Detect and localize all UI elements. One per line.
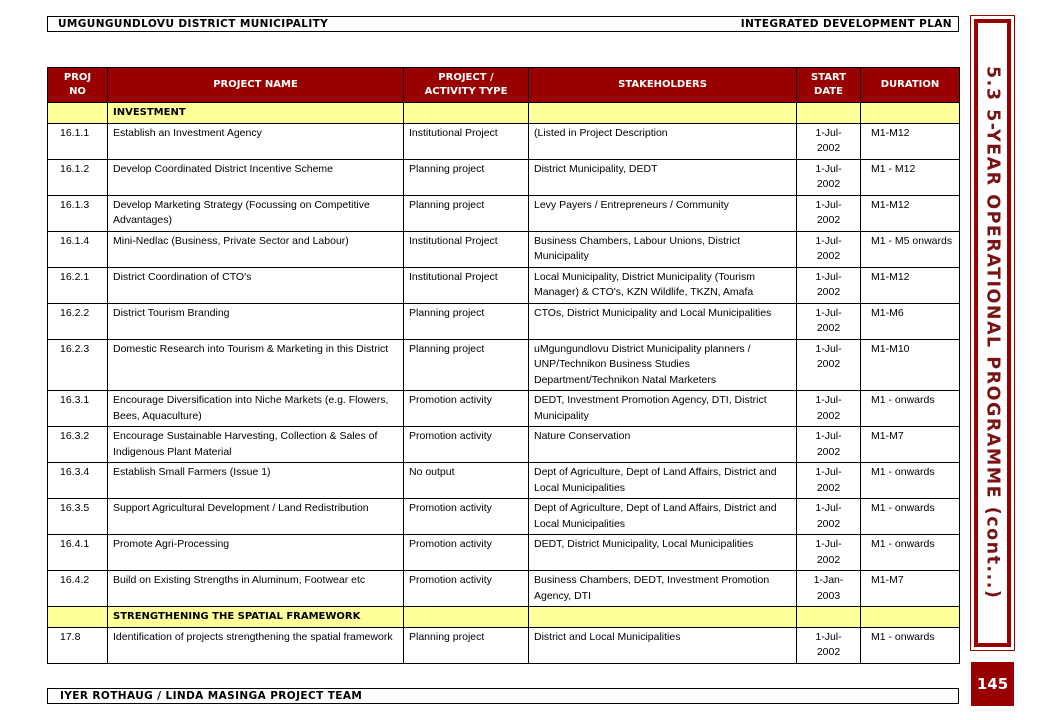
date-line: 1-Jul- — [815, 162, 842, 175]
table-row — [48, 391, 960, 427]
header-line: PROJ — [63, 72, 92, 83]
cell-duration: M1 - M12 — [861, 159, 960, 195]
date-line: 1-Jul- — [815, 270, 842, 283]
section-label: STRENGTHENING THE SPATIAL FRAMEWORK — [108, 607, 404, 628]
cell-start-date — [797, 499, 861, 535]
table-row — [48, 535, 960, 571]
side-title-panel — [971, 16, 1014, 650]
table-row — [48, 123, 960, 159]
table-row — [48, 303, 960, 339]
page-number: 145 — [971, 662, 1014, 706]
cell-proj-no: 16.1.4 — [48, 231, 108, 267]
section-cell-empty — [529, 607, 797, 628]
cell-proj-no: 16.1.1 — [48, 123, 108, 159]
cell-project-name: Encourage Sustainable Harvesting, Collection & Sales of Indigenous Plant Material — [108, 427, 404, 463]
date-line: 1-Jul- — [815, 630, 842, 643]
date-line: 1-Jul- — [815, 342, 842, 355]
cell-proj-no: 16.1.2 — [48, 159, 108, 195]
header-proj-no — [48, 68, 108, 103]
cell-duration: M1 - onwards — [861, 391, 960, 427]
cell-proj-no: 16.4.2 — [48, 571, 108, 607]
table-row — [48, 499, 960, 535]
header-project-name — [108, 68, 404, 103]
date-line: 2002 — [816, 214, 841, 226]
section-cell-empty — [48, 607, 108, 628]
header-line: ACTIVITY TYPE — [424, 86, 508, 97]
cell-start-date — [797, 267, 861, 303]
cell-stakeholders: Business Chambers, DEDT, Investment Promotion Agency, DTI — [529, 571, 797, 607]
cell-duration: M1 - onwards — [861, 499, 960, 535]
cell-project-name: Develop Marketing Strategy (Focussing on Competitive Advantages) — [108, 195, 404, 231]
section-cell-empty — [797, 607, 861, 628]
cell-duration: M1 - onwards — [861, 463, 960, 499]
cell-activity-type: Institutional Project — [404, 123, 529, 159]
cell-start-date — [797, 571, 861, 607]
date-line: 2002 — [816, 409, 841, 422]
table-row — [48, 267, 960, 303]
date-line: 1-Jul- — [815, 306, 842, 319]
date-line: 1-Jul- — [815, 430, 842, 442]
cell-proj-no: 17.8 — [48, 627, 108, 663]
table-row — [48, 231, 960, 267]
date-line: 2002 — [816, 517, 841, 530]
header-activity-type — [404, 68, 529, 103]
section-cell-empty — [797, 103, 861, 124]
cell-start-date — [797, 303, 861, 339]
cell-duration: M1 - onwards — [861, 627, 960, 663]
date-line: 2002 — [816, 286, 841, 298]
date-line: 1-Jul- — [815, 466, 842, 478]
cell-project-name: Develop Coordinated District Incentive Scheme — [108, 159, 404, 195]
section-title: 5.3 5-YEAR OPERATIONAL PROGRAMME (cont...) — [982, 66, 1003, 600]
date-line: 2003 — [816, 589, 841, 602]
cell-start-date — [797, 627, 861, 663]
cell-start-date — [797, 123, 861, 159]
cell-start-date — [797, 463, 861, 499]
date-line: 2002 — [816, 646, 841, 658]
cell-duration: M1-M7 — [861, 427, 960, 463]
cell-start-date — [797, 231, 861, 267]
date-line: 2002 — [816, 358, 841, 370]
cell-project-name: District Tourism Branding — [108, 303, 404, 339]
table-row — [48, 195, 960, 231]
header-line: PROJECT NAME — [213, 79, 298, 90]
cell-stakeholders: District and Local Municipalities — [529, 627, 797, 663]
cell-stakeholders: CTOs, District Municipality and Local Municipalities — [529, 303, 797, 339]
cell-duration: M1-M12 — [861, 123, 960, 159]
table-row — [48, 427, 960, 463]
cell-stakeholders: Nature Conservation — [529, 427, 797, 463]
date-line: 2002 — [816, 142, 841, 154]
cell-activity-type: Promotion activity — [404, 427, 529, 463]
date-line: 2002 — [816, 553, 841, 566]
page-footer — [47, 688, 959, 704]
cell-activity-type: Promotion activity — [404, 535, 529, 571]
cell-stakeholders: Dept of Agriculture, Dept of Land Affairs, District and Local Municipalities — [529, 463, 797, 499]
cell-proj-no: 16.2.1 — [48, 267, 108, 303]
section-cell-empty — [861, 103, 960, 124]
section-cell-empty — [861, 607, 960, 628]
header-plan-title: INTEGRATED DEVELOPMENT PLAN — [740, 18, 952, 30]
cell-stakeholders: uMgungundlovu District Municipality planners / UNP/Technikon Business Studies Department/Technikon Natal Marketers — [529, 339, 797, 391]
cell-start-date — [797, 339, 861, 391]
table-body — [48, 103, 960, 664]
cell-proj-no: 16.3.2 — [48, 427, 108, 463]
header-line: NO — [69, 86, 86, 97]
section-cell-empty — [529, 103, 797, 124]
cell-activity-type: No output — [404, 463, 529, 499]
cell-proj-no: 16.3.1 — [48, 391, 108, 427]
date-line: 2002 — [816, 445, 841, 458]
cell-stakeholders: (Listed in Project Description — [529, 123, 797, 159]
cell-proj-no: 16.2.2 — [48, 303, 108, 339]
table-row — [48, 159, 960, 195]
cell-activity-type: Promotion activity — [404, 499, 529, 535]
cell-activity-type: Institutional Project — [404, 231, 529, 267]
section-cell-empty — [48, 103, 108, 124]
cell-project-name: Establish Small Farmers (Issue 1) — [108, 463, 404, 499]
date-line: 1-Jul- — [815, 234, 842, 247]
cell-proj-no: 16.3.4 — [48, 463, 108, 499]
cell-stakeholders: Dept of Agriculture, Dept of Land Affairs, District and Local Municipalities — [529, 499, 797, 535]
table-row — [48, 339, 960, 391]
header-line: START — [810, 72, 847, 83]
cell-duration: M1-M12 — [861, 267, 960, 303]
cell-project-name: Mini-Nedlac (Business, Private Sector and Labour) — [108, 231, 404, 267]
date-line: 2002 — [816, 481, 841, 494]
cell-project-name: Encourage Diversification into Niche Markets (e.g. Flowers, Bees, Aquaculture) — [108, 391, 404, 427]
cell-duration: M1-M7 — [861, 571, 960, 607]
page-header — [47, 16, 959, 32]
cell-duration: M1-M6 — [861, 303, 960, 339]
date-line: 1-Jul- — [815, 126, 842, 139]
cell-activity-type: Planning project — [404, 627, 529, 663]
cell-project-name: Identification of projects strengthening the spatial framework — [108, 627, 404, 663]
header-line: PROJECT / — [438, 72, 494, 83]
section-cell-empty — [404, 103, 529, 124]
cell-start-date — [797, 427, 861, 463]
header-start-date — [797, 68, 861, 103]
cell-project-name: Build on Existing Strengths in Aluminum, Footwear etc — [108, 571, 404, 607]
header-municipality: UMGUNGUNDLOVU DISTRICT MUNICIPALITY — [58, 18, 329, 30]
cell-activity-type: Promotion activity — [404, 391, 529, 427]
date-line: 1-Jul- — [815, 538, 842, 550]
date-line: 1-Jul- — [815, 502, 842, 514]
cell-project-name: Support Agricultural Development / Land Redistribution — [108, 499, 404, 535]
table-header-row — [48, 68, 960, 103]
date-line: 2002 — [816, 250, 841, 262]
cell-stakeholders: DEDT, District Municipality, Local Municipalities — [529, 535, 797, 571]
cell-start-date — [797, 535, 861, 571]
cell-stakeholders: District Municipality, DEDT — [529, 159, 797, 195]
cell-proj-no: 16.3.5 — [48, 499, 108, 535]
cell-stakeholders: Local Municipality, District Municipality (Tourism Manager) & CTO's, KZN Wildlife, TKZN, Amafa — [529, 267, 797, 303]
cell-start-date — [797, 391, 861, 427]
cell-duration: M1-M10 — [861, 339, 960, 391]
header-line: DURATION — [880, 79, 940, 90]
cell-activity-type: Promotion activity — [404, 571, 529, 607]
table-section-row — [48, 607, 960, 628]
table-row — [48, 571, 960, 607]
cell-stakeholders: Business Chambers, Labour Unions, District Municipality — [529, 231, 797, 267]
header-stakeholders — [529, 68, 797, 103]
table-row — [48, 463, 960, 499]
table-section-row — [48, 103, 960, 124]
date-line: 1-Jan- — [813, 574, 844, 586]
header-line: STAKEHOLDERS — [618, 79, 707, 90]
cell-proj-no: 16.4.1 — [48, 535, 108, 571]
section-label: INVESTMENT — [108, 103, 404, 124]
cell-project-name: Promote Agri-Processing — [108, 535, 404, 571]
section-cell-empty — [404, 607, 529, 628]
cell-project-name: Establish an Investment Agency — [108, 123, 404, 159]
cell-start-date — [797, 195, 861, 231]
cell-stakeholders: Levy Payers / Entrepreneurs / Community — [529, 195, 797, 231]
footer-team: IYER ROTHAUG / LINDA MASINGA PROJECT TEAM — [60, 690, 363, 702]
cell-activity-type: Planning project — [404, 195, 529, 231]
header-line: DATE — [814, 86, 843, 97]
date-line: 2002 — [816, 178, 841, 190]
cell-proj-no: 16.2.3 — [48, 339, 108, 391]
cell-activity-type: Planning project — [404, 339, 529, 391]
cell-project-name: District Coordination of CTO's — [108, 267, 404, 303]
cell-duration: M1-M12 — [861, 195, 960, 231]
cell-duration: M1 - M5 onwards — [861, 231, 960, 267]
cell-activity-type: Institutional Project — [404, 267, 529, 303]
cell-duration: M1 - onwards — [861, 535, 960, 571]
date-line: 1-Jul- — [815, 394, 842, 406]
cell-stakeholders: DEDT, Investment Promotion Agency, DTI, District Municipality — [529, 391, 797, 427]
cell-start-date — [797, 159, 861, 195]
cell-proj-no: 16.1.3 — [48, 195, 108, 231]
date-line: 2002 — [816, 322, 841, 334]
cell-project-name: Domestic Research into Tourism & Marketing in this District — [108, 339, 404, 391]
date-line: 1-Jul- — [815, 198, 842, 211]
table-row — [48, 627, 960, 663]
cell-activity-type: Planning project — [404, 159, 529, 195]
cell-activity-type: Planning project — [404, 303, 529, 339]
operational-programme-table — [47, 67, 960, 664]
header-duration — [861, 68, 960, 103]
